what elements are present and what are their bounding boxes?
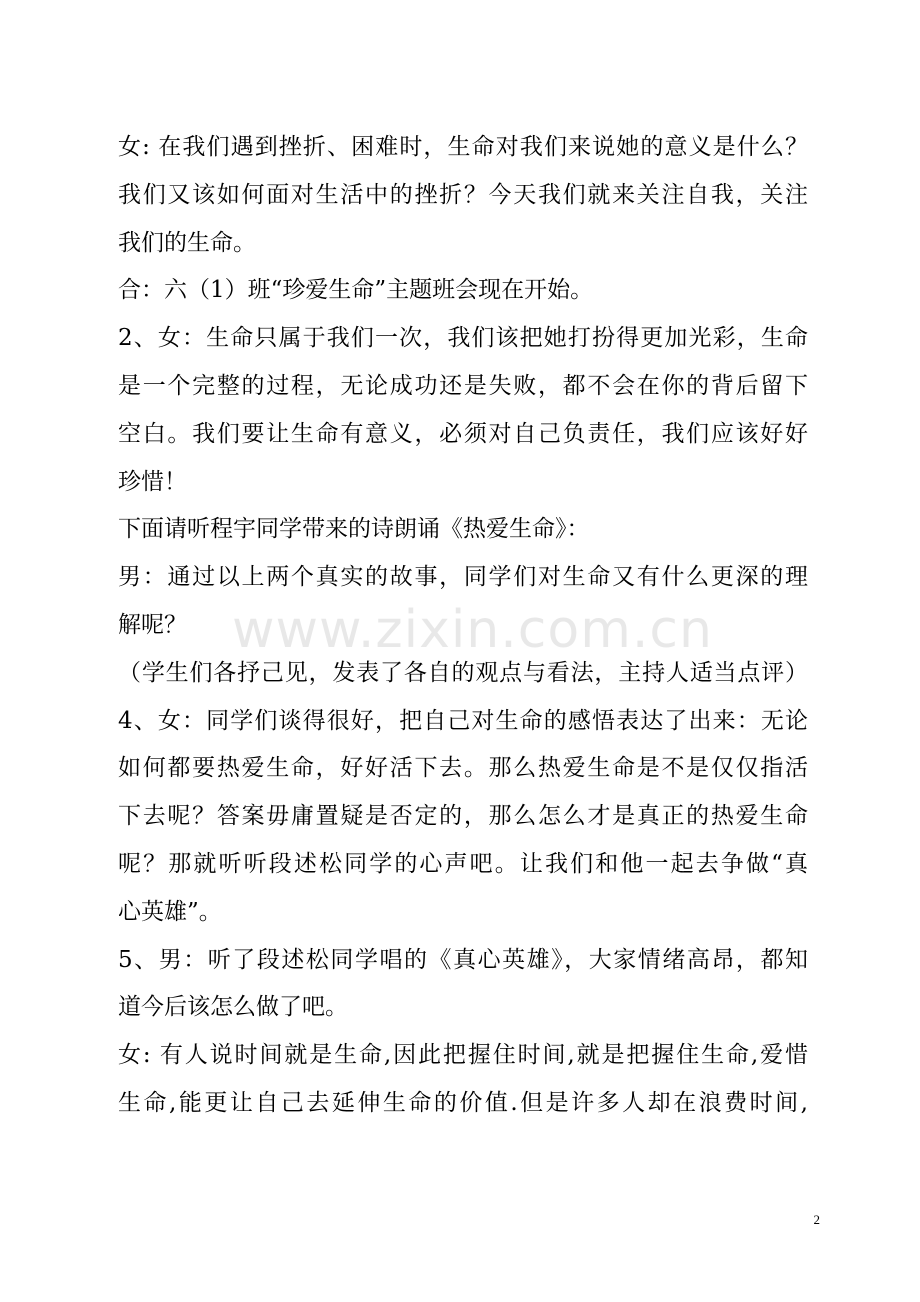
text-line: 解呢？ xyxy=(118,611,187,638)
text-line: 男：通过以上两个真实的故事，同学们对生命又有什么更深的理 xyxy=(118,564,808,591)
text-line: 2、女：生命只属于我们一次，我们该把她打扮得更加光彩，生命 xyxy=(118,325,808,352)
body-text xyxy=(118,124,808,1128)
text-line: 下去呢？答案毋庸置疑是否定的，那么怎么才是真正的热爱生命 xyxy=(118,803,808,830)
text-line: 下面请听程宇同学带来的诗朗诵《热爱生命》： xyxy=(118,516,590,543)
text-line: （学生们各抒己见，发表了各自的观点与看法，主持人适当点评） xyxy=(118,659,808,686)
text-line: 4、女：同学们谈得很好，把自己对生命的感悟表达了出来：无论 xyxy=(118,707,808,734)
text-line: 女: 有人说时间就是生命,因此把握住时间,就是把握住生命,爱惜 xyxy=(118,1042,808,1069)
text-line: 呢？那就听听段述松同学的心声吧。让我们和他一起去争做“真 xyxy=(118,850,808,877)
text-line: 5、男：听了段述松同学唱的《真心英雄》，大家情绪高昂，都知 xyxy=(118,946,808,973)
text-line: 空白。我们要让生命有意义，必须对自己负责任，我们应该好好 xyxy=(118,420,808,447)
text-line: 生命,能更让自己去延伸生命的价值.但是许多人却在浪费时间, xyxy=(118,1089,808,1116)
watermark: www.zixin.com.cn xyxy=(232,600,713,660)
text-line: 合：六（1）班“珍爱生命”主题班会现在开始。 xyxy=(118,277,594,304)
text-line: 心英雄”。 xyxy=(118,898,222,925)
text-line: 如何都要热爱生命，好好活下去。那么热爱生命是不是仅仅指活 xyxy=(118,755,808,782)
text-line: 我们又该如何面对生活中的挫折？今天我们就来关注自我，关注 xyxy=(118,181,808,208)
text-line: 女: 在我们遇到挫折、困难时，生命对我们来说她的意义是什么？ xyxy=(118,134,808,160)
text-line: 是一个完整的过程，无论成功还是失败，都不会在你的背后留下 xyxy=(118,372,808,399)
text-line: 我们的生命。 xyxy=(118,229,256,256)
page-number: 2 xyxy=(813,1212,820,1227)
text-line: 珍惜！ xyxy=(118,468,187,495)
text-line: 道今后该怎么做了吧。 xyxy=(118,994,348,1021)
